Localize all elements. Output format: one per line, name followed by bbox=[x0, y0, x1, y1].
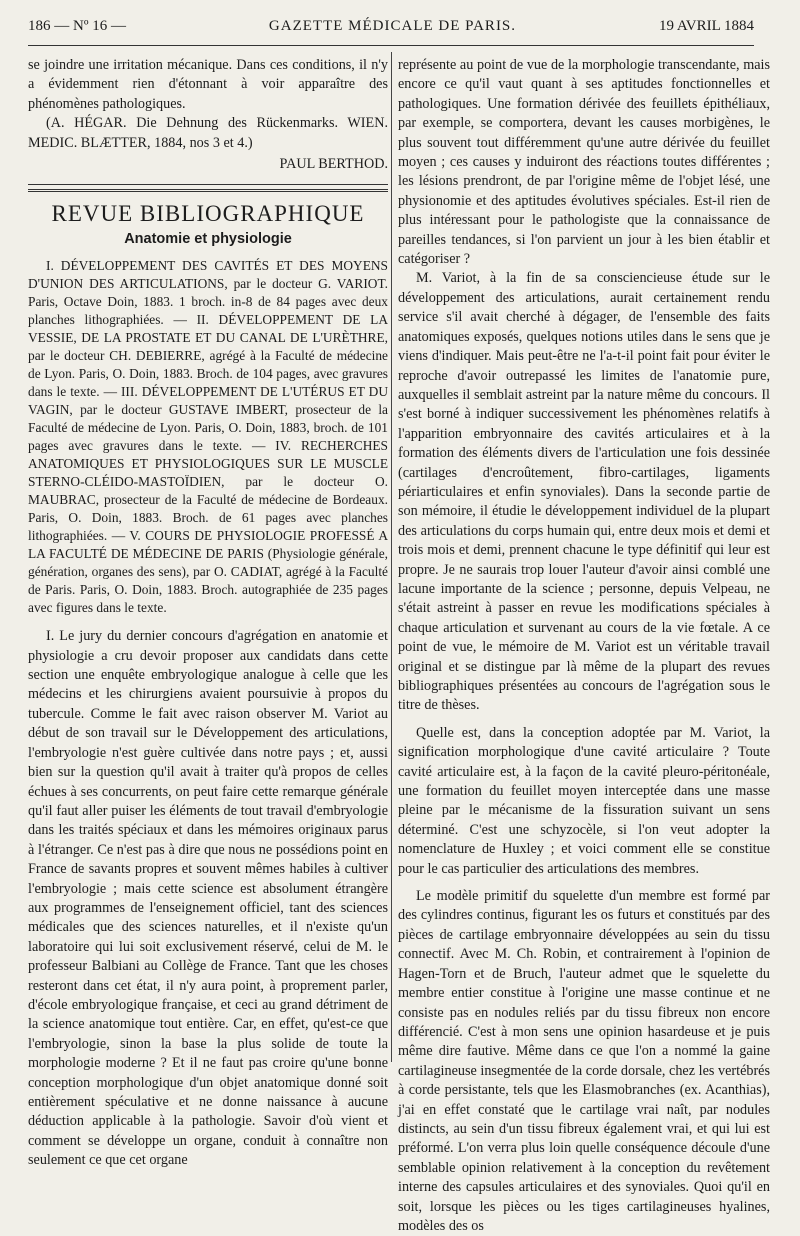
section-subheading: Anatomie et physiologie bbox=[124, 230, 292, 247]
body-paragraph: Quelle est, dans la conception adoptée par M. Variot, la signification morphologique d'une cavité articulaire ? Toute cavité articulaire est, à la façon de la cavité pleuro-péritonéale, une formation du feuillet moyen interceptée dans une masse pleine par le mécanisme de la fissuration suivant un sens déterminé. C'est une schyzocèle, si l'on veut adopter la nomenclature de Huxley ; et voici comment elle se constitue pour le cas particulier des articulations des membres. bbox=[398, 724, 770, 877]
column-divider bbox=[391, 52, 392, 1062]
page-number: 186 — Nº 16 — bbox=[28, 18, 126, 34]
revue-heading: REVUE BIBLIOGRAPHIQUE bbox=[51, 201, 365, 227]
body-paragraph: I. Le jury du dernier concours d'agrégation en anatomie et physiologie a cru devoir proposer aux candidats dans cette section une enquête embryologique analogue à celle que les médecins et les chirurgiens avaient poursuivie à propos du tubercule. Comme le fait avec raison observer M. Variot au début de son travail sur le Développement des articulations, l'embryologie n'est guère cultivée dans notre pays ; et, aussi bien sur la question qu'il avait à traiter qu'à propos de celles échues à ses concurrents, on peut faire cette remarque générale qu'il faut aller puiser les éléments de tout travail d'embryologie dans les traités spéciaux et dans les mémoires originaux parus à l'étranger. Ce n'est pas à dire que nous ne possédions point en France de savants propres et souvent mêmes habiles à cultiver l'embryologie ; mais cette science est absolument étrangère aux programmes de l'enseignement officiel, tant des sciences médicales que des sciences naturelles, et il n'existe qu'un laboratoire qui lui soit exclusivement réservé, celui de M. le professeur Balbiani au Collège de France. Tant que les choses resteront dans cet état, il n'y aura point, à proprement parler, d'école embryologique française, et ceci au grand détriment de la science anatomique tout entière. Car, en effet, qu'est-ce que l'embryologie, sinon la base la plus solide de toute la morphologie moderne ? Et il ne faut pas croire qu'une bonne conception morphologique d'un objet anatomique donné soit entièrement spéculative et ne donne naissance à aucune déduction applicable à la pathologie. Savoir d'où vient et comment se développe un organe, conduit à connaître non seulement ce que cet organe bbox=[28, 628, 388, 1169]
body-paragraph: M. Variot, à la fin de sa consciencieuse étude sur le développement des articulations, aurait certainement rendu service s'il avait cherché à dégager, de l'ensemble des faits anatomiques exposés, quelques notions utiles dans le sens que je viens d'indiquer. Mais peut-être ne l'a-t-il point fait pour éviter le reproche d'avoir outrepassé les limites de l'anatomie pure, auxquelles il semblait astreint par la nature même du concours. Il s'est borné à indiquer successivement les phénomènes relatifs à l'apparition embryonnaire des cavités articulaires et à la formation des éléments divers de l'articulation une fois dessinée (cartilages d'encroûtement, fibro-cartilages, ligaments périarticulaires et enfin synoviales). Dans la seconde partie de son mémoire, il étudie le développement individuel de la plupart des articulations du corps humain qui, entre deux mois et demi et trois mois et demi, prennent chacune le type définitif qui leur est propre. Je ne saurais trop louer l'auteur d'avoir ainsi comblé une lacune importante de la science ; personne, depuis Velpeau, ne s'était astreint à passer en revue les modifications spéciales à chaque articulation et survenant au cours de la vie fœtale. A ce point de vue, le mémoire de M. Variot est un véritable travail original et se distingue par là même de la plupart des revues bibliographiques présentées au concours de l'agrégation sous le titre de thèses. bbox=[398, 270, 770, 714]
reference-note: (A. HÉGAR. Die Dehnung des Rückenmarks. WIEN. MEDIC. BLÆTTER, 1884, nos 3 et 4.) bbox=[28, 115, 388, 151]
page-header bbox=[28, 18, 754, 46]
bibliography-list: I. DÉVELOPPEMENT DES CAVITÉS ET DES MOYENS D'UNION DES ARTICULATIONS, par le docteur G. VARIOT. Paris, Octave Doin, 1883. 1 broch. in-8 de 84 pages avec deux planches lithographiées. — II. DÉVELOPPEMENT DE LA VESSIE, DE LA PROSTATE ET DU CANAL DE L'URÈTHRE, par le docteur CH. DEBIERRE, agrégé à la Faculté de médecine de Lyon. Paris, O. Doin, 1883. Broch. de 104 pages, avec gravures dans le texte. — III. DÉVELOPPEMENT DE L'UTÉRUS ET DU VAGIN, par le docteur GUSTAVE IMBERT, prosecteur de la Faculté de médecine de Lyon. Paris, O. Doin, 1883, broch. de 101 pages avec gravures dans le texte. — IV. RECHERCHES ANATOMIQUES ET PHYSIOLOGIQUES SUR LE MUSCLE STERNO-CLÉIDO-MASTOÏDIEN, par le docteur O. MAUBRAC, prosecteur de la Faculté de médecine de Bordeaux. Paris, O. Doin, 1883. Broch. de 61 pages avec planches lithographiées. — V. COURS DE PHYSIOLOGIE PROFESSÉ A LA FACULTÉ DE MÉDECINE DE PARIS (Physiologie générale, génération, organes des sens), par O. CADIAT, agrégé à la Faculté de Paris. Paris, O. Doin, 1883. Broch. autographiée de 235 pages avec figures dans le texte. bbox=[28, 258, 388, 616]
section-rule bbox=[28, 184, 388, 185]
author-signature: PAUL BERTHOD. bbox=[279, 156, 388, 173]
journal-title: GAZETTE MÉDICALE DE PARIS. bbox=[268, 18, 517, 34]
body-paragraph: représente au point de vue de la morphologie transcendante, mais encore ce qu'il vaut quant à ses aptitudes fonctionnelles et pathologiques. Une formation dérivée des feuillets épithéliaux, par exemple, se comportera, devant les causes morbigènes, le plus souvent tout différemment qu'une autre dérivée du feuillet moyen ; ces causes y induiront des réactions toutes différentes ; les lésions prendront, de par l'origine même de l'objet lésé, une physionomie et des aptitudes évolutives spéciales. Est-il rien de plus intéressant pour le pathologiste que la connaissance de pareilles tendances, si l'on parvient un jour à les bien établir et catégoriser ? bbox=[398, 57, 770, 268]
right-column bbox=[398, 56, 770, 1236]
body-paragraph: Le modèle primitif du squelette d'un membre est formé par des cylindres continus, figurant les os futurs et constitués par des pièces de cartilage embryonnaire développées au sein du tissu connectif. Avec M. Ch. Robin, et contrairement à l'opinion de Hagen-Torn et de Bruch, l'auteur admet que le squelette du membre entier constitue à l'origine une masse continue et ne consiste pas en nodules reliés par du tissu fibreux non encore différencié. C'est à mon sens une opinion hasardeuse et je puis même dire fautive. Même dans ce que l'on a nommé la gaine cartilagineuse insegmentée de la corde dorsale, chez les vertébrés à corde persistante, tels que les Elasmobranches (ex. Acanthias), j'ai en effet constaté que le cartilage vrai naît, par nodules distincts, au sein d'un tissu fibreux également vrai, et qui lui est préformé. L'on verra plus loin quelle conséquence découle d'une semblable opinion relativement à la conception du revêtement interne des capsules articulaires et des synoviales. Quoi qu'il en soit, lorsque les pièces ou les tiges cartilagineuses hyalines, modèles des os bbox=[398, 888, 770, 1234]
left-column bbox=[28, 56, 388, 1171]
issue-date: 19 AVRIL 1884 bbox=[658, 18, 754, 34]
intro-paragraph: se joindre une irritation mécanique. Dans ces conditions, il n'y a évidemment rien d'étonnant à voir apparaître des phénomènes pathologiques. bbox=[28, 57, 388, 112]
section-double-rule bbox=[28, 189, 388, 194]
